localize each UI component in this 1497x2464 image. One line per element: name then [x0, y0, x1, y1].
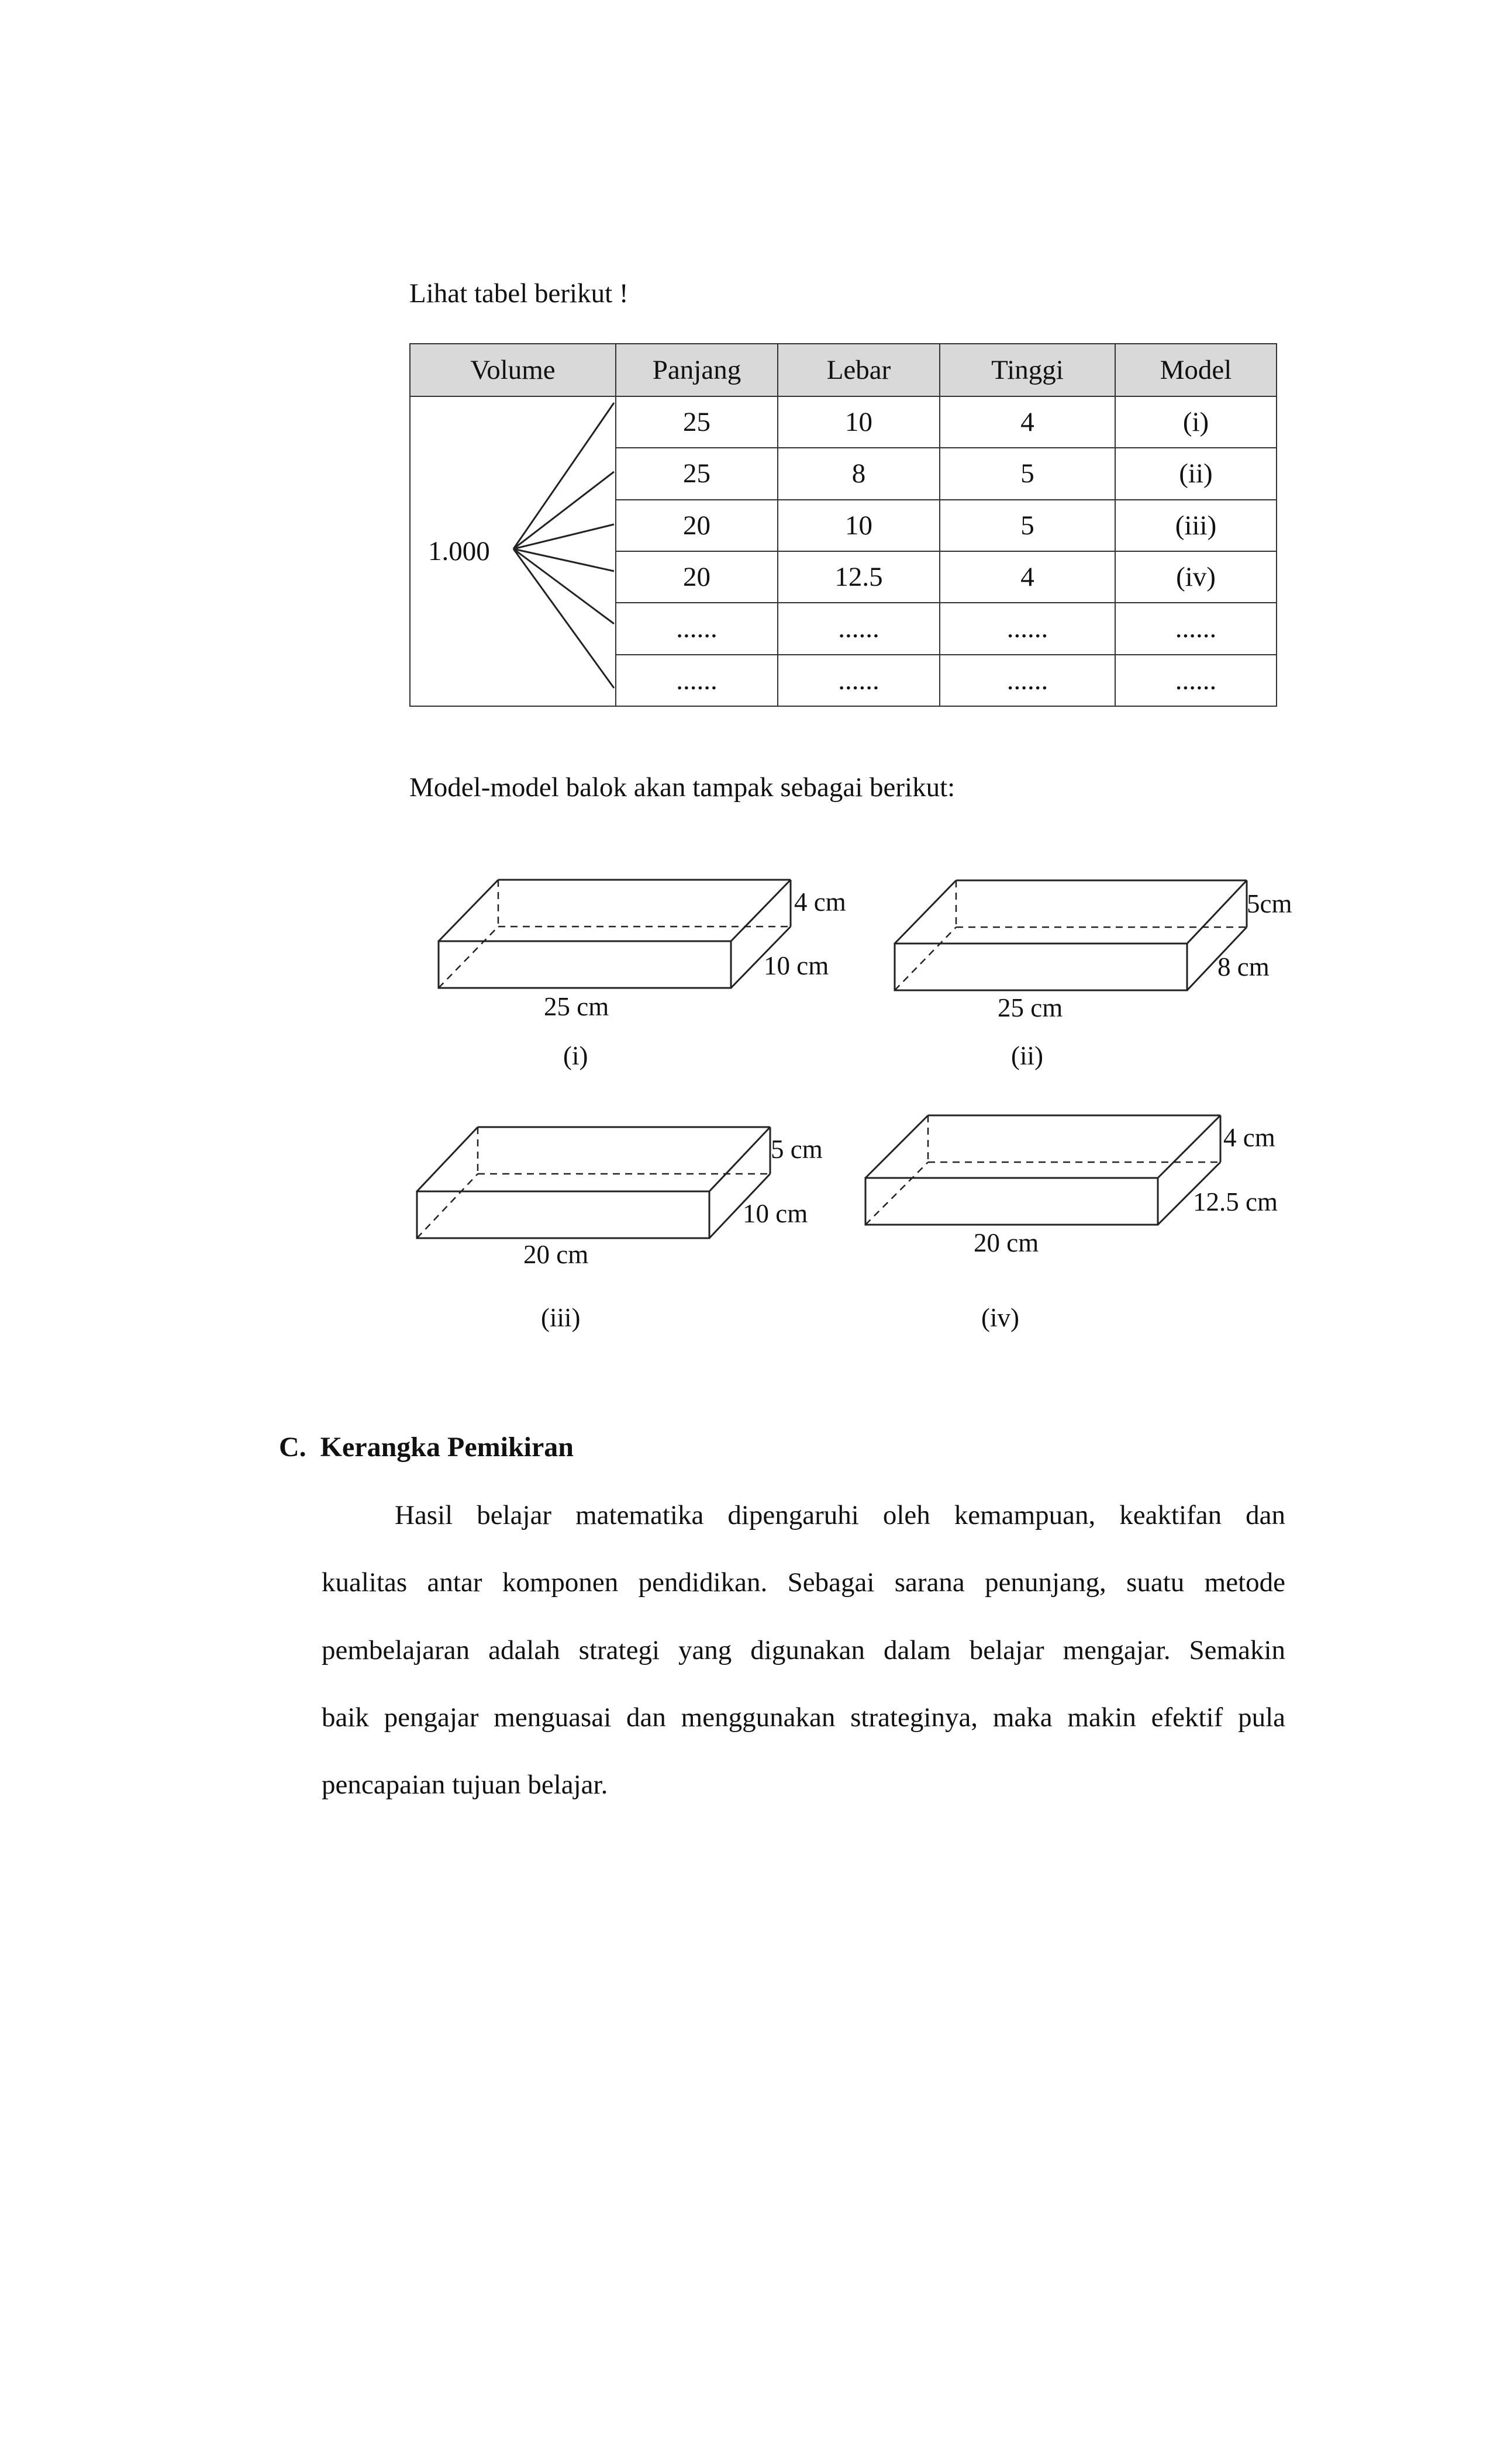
box-figure-iv — [863, 1111, 1225, 1239]
paragraph-line-1: Hasil belajar matematika dipengaruhi oleh kemampuan, keaktifan dan — [395, 1500, 1285, 1530]
box-figure-i — [433, 871, 795, 1000]
paragraph-line-2: kualitas antar komponen pendidikan. Sebagai sarana penunjang, suatu metode — [322, 1567, 1285, 1598]
figure-i-width: 10 cm — [764, 951, 829, 980]
figure-i-length: 25 cm — [544, 992, 609, 1021]
table-cell: (i) — [1115, 396, 1277, 448]
box-figure-iii — [412, 1121, 775, 1250]
figure-iv-height: 4 cm — [1223, 1123, 1275, 1152]
volume-table — [409, 343, 1277, 707]
header-panjang: Panjang — [616, 344, 778, 396]
figure-i-height: 4 cm — [794, 887, 846, 917]
table-cell: 4 — [940, 396, 1115, 448]
header-model: Model — [1115, 344, 1277, 396]
table-cell: ...... — [616, 655, 778, 706]
figure-ii-length: 25 cm — [998, 993, 1063, 1022]
paragraph-line-4: baik pengajar menguasai dan menggunakan strateginya, maka makin efektif pula — [322, 1702, 1285, 1733]
table-cell: 10 — [778, 500, 940, 551]
figure-ii-caption: (ii) — [1011, 1041, 1043, 1070]
paragraph-line-3: pembelajaran adalah strategi yang digunakan dalam belajar mengajar. Semakin — [322, 1635, 1285, 1665]
volume-cell — [410, 396, 616, 706]
models-caption: Model-model balok akan tampak sebagai berikut: — [409, 772, 956, 803]
table-row — [410, 396, 1277, 448]
table-header-row — [410, 344, 1277, 396]
table-cell: ...... — [1115, 655, 1277, 706]
section-heading: C. Kerangka Pemikiran — [279, 1432, 574, 1463]
table-cell: ...... — [616, 603, 778, 654]
table-cell: ...... — [940, 603, 1115, 654]
volume-value: 1.000 — [428, 536, 490, 566]
table-cell: 20 — [616, 551, 778, 603]
table-cell: 12.5 — [778, 551, 940, 603]
table-cell: 8 — [778, 448, 940, 499]
header-lebar: Lebar — [778, 344, 940, 396]
table-cell: (ii) — [1115, 448, 1277, 499]
figure-iv-length: 20 cm — [974, 1228, 1039, 1257]
table-cell: 5 — [940, 500, 1115, 551]
header-tinggi: Tinggi — [940, 344, 1115, 396]
table-cell: ...... — [778, 603, 940, 654]
table-cell: ...... — [1115, 603, 1277, 654]
box-figure-ii — [889, 872, 1251, 1001]
figure-ii-width: 8 cm — [1217, 952, 1270, 982]
figure-iii-caption: (iii) — [541, 1303, 581, 1332]
table-cell: 20 — [616, 500, 778, 551]
table-cell: (iii) — [1115, 500, 1277, 551]
paragraph-line-5: pencapaian tujuan belajar. — [322, 1770, 608, 1800]
table-cell: 10 — [778, 396, 940, 448]
table-cell: (iv) — [1115, 551, 1277, 603]
header-volume: Volume — [410, 344, 616, 396]
table-cell: ...... — [940, 655, 1115, 706]
table-cell: 5 — [940, 448, 1115, 499]
intro-text: Lihat tabel berikut ! — [409, 278, 629, 309]
figure-i-caption: (i) — [563, 1041, 588, 1070]
table-cell: 25 — [616, 396, 778, 448]
figure-iv-width: 12.5 cm — [1193, 1187, 1278, 1217]
figure-iii-width: 10 cm — [743, 1199, 808, 1228]
table-cell: 4 — [940, 551, 1115, 603]
figure-ii-height: 5cm — [1247, 889, 1292, 918]
table-cell: 25 — [616, 448, 778, 499]
figure-iv-caption: (iv) — [981, 1303, 1019, 1332]
table-cell: ...... — [778, 655, 940, 706]
figure-iii-length: 20 cm — [523, 1240, 589, 1269]
figure-iii-height: 5 cm — [771, 1135, 823, 1164]
